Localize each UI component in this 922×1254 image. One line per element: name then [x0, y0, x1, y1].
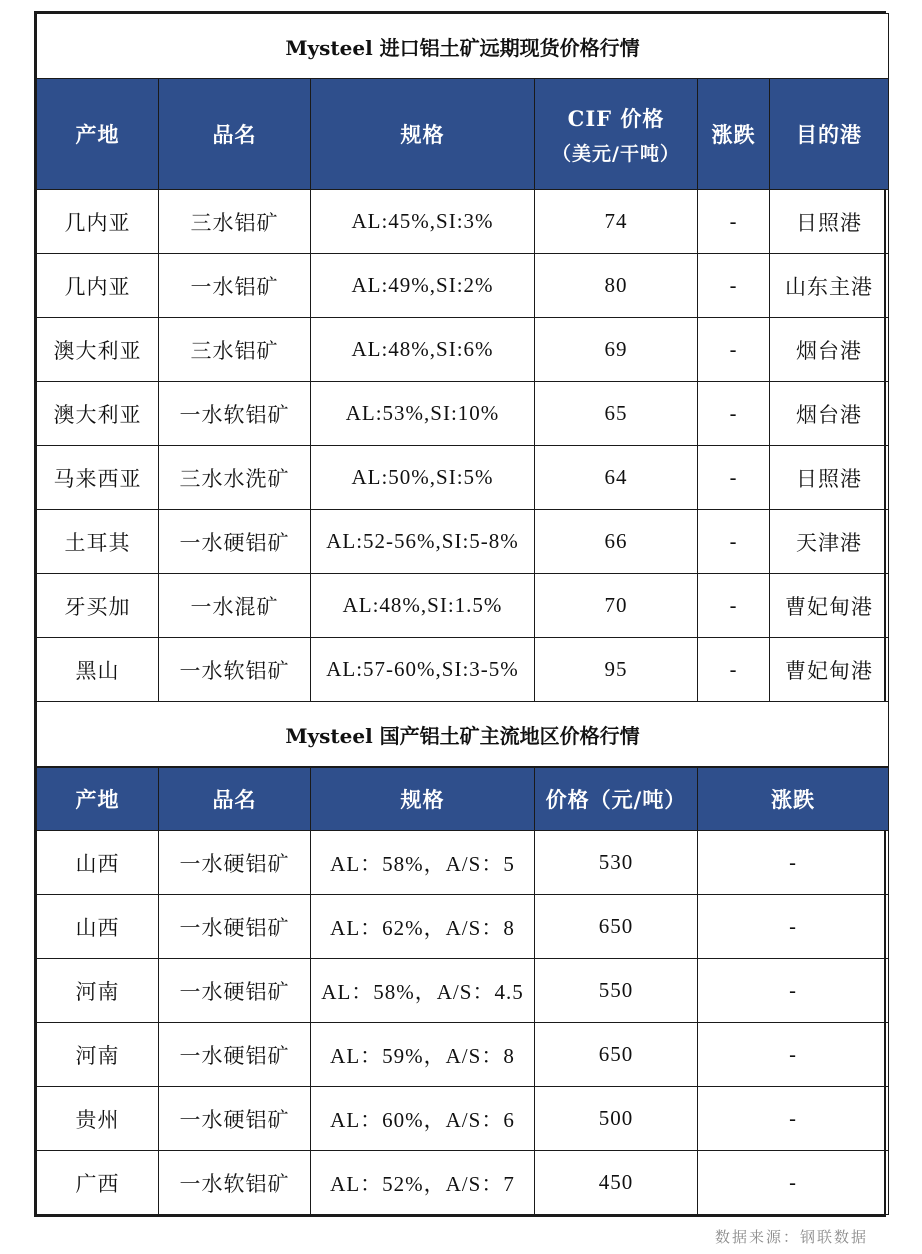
header-cif-price-unit: （美元/干吨） — [552, 142, 680, 165]
cell-price: 74 — [535, 190, 698, 254]
cell-change: - — [698, 1151, 889, 1215]
cell-origin: 澳大利亚 — [37, 318, 159, 382]
header-product: 品名 — [159, 79, 311, 190]
import-table-title: Mysteel 进口铝土矿远期现货价格行情 — [37, 14, 889, 79]
table-row — [37, 318, 889, 382]
cell-origin: 土耳其 — [37, 510, 159, 574]
cell-change: - — [698, 254, 770, 318]
cell-change: - — [698, 510, 770, 574]
domestic-price-table — [36, 767, 889, 1215]
cell-origin: 河南 — [37, 1023, 159, 1087]
cell-change: - — [698, 895, 889, 959]
cell-product: 一水硬铝矿 — [159, 895, 311, 959]
cell-port: 烟台港 — [770, 318, 889, 382]
cell-product: 一水软铝矿 — [159, 382, 311, 446]
cell-origin: 广西 — [37, 1151, 159, 1215]
cell-change: - — [698, 446, 770, 510]
cell-spec: AL：58%，A/S：5 — [311, 831, 535, 895]
cell-product: 一水铝矿 — [159, 254, 311, 318]
cell-spec: AL:48%,SI:6% — [311, 318, 535, 382]
cell-price: 550 — [535, 959, 698, 1023]
table-row — [37, 446, 889, 510]
cell-change: - — [698, 190, 770, 254]
cell-product: 一水硬铝矿 — [159, 831, 311, 895]
cell-origin: 几内亚 — [37, 190, 159, 254]
header-origin: 产地 — [37, 79, 159, 190]
cell-price: 66 — [535, 510, 698, 574]
cell-price: 70 — [535, 574, 698, 638]
cell-origin: 几内亚 — [37, 254, 159, 318]
table-row — [37, 574, 889, 638]
data-source-note: 数据来源：钢联数据 — [714, 1228, 868, 1246]
cell-origin: 黑山 — [37, 638, 159, 702]
domestic-header-row — [37, 768, 889, 831]
table-row — [37, 1087, 889, 1151]
cell-port: 烟台港 — [770, 382, 889, 446]
cell-change: - — [698, 1023, 889, 1087]
cell-spec: AL:49%,SI:2% — [311, 254, 535, 318]
domestic-table-title: Mysteel 国产铝土矿主流地区价格行情 — [37, 702, 889, 767]
cell-port: 日照港 — [770, 446, 889, 510]
cell-price: 530 — [535, 831, 698, 895]
cell-spec: AL：52%，A/S：7 — [311, 1151, 535, 1215]
header-product: 品名 — [159, 768, 311, 831]
cell-origin: 山西 — [37, 831, 159, 895]
cell-spec: AL：62%，A/S：8 — [311, 895, 535, 959]
import-price-table — [36, 13, 889, 767]
cell-price: 64 — [535, 446, 698, 510]
cell-product: 一水硬铝矿 — [159, 1023, 311, 1087]
table-row — [37, 382, 889, 446]
table-row — [37, 254, 889, 318]
header-origin: 产地 — [37, 768, 159, 831]
header-change: 涨跌 — [698, 79, 770, 190]
cell-spec: AL:57-60%,SI:3-5% — [311, 638, 535, 702]
cell-port: 曹妃甸港 — [770, 638, 889, 702]
table-row — [37, 510, 889, 574]
cell-spec: AL：60%，A/S：6 — [311, 1087, 535, 1151]
cell-price: 80 — [535, 254, 698, 318]
cell-port: 山东主港 — [770, 254, 889, 318]
cell-product: 一水硬铝矿 — [159, 1087, 311, 1151]
cell-price: 650 — [535, 1023, 698, 1087]
cell-change: - — [698, 318, 770, 382]
cell-origin: 牙买加 — [37, 574, 159, 638]
cell-change: - — [698, 959, 889, 1023]
price-sheet — [34, 11, 886, 1217]
header-cif-price-label: CIF 价格 — [567, 105, 665, 131]
cell-spec: AL:45%,SI:3% — [311, 190, 535, 254]
cell-price: 95 — [535, 638, 698, 702]
table-row — [37, 959, 889, 1023]
cell-port: 曹妃甸港 — [770, 574, 889, 638]
cell-origin: 贵州 — [37, 1087, 159, 1151]
cell-spec: AL:48%,SI:1.5% — [311, 574, 535, 638]
table-row — [37, 190, 889, 254]
import-header-row — [37, 79, 889, 190]
cell-change: - — [698, 574, 770, 638]
cell-origin: 马来西亚 — [37, 446, 159, 510]
cell-spec: AL:50%,SI:5% — [311, 446, 535, 510]
table-row — [37, 1023, 889, 1087]
cell-port: 日照港 — [770, 190, 889, 254]
cell-price: 69 — [535, 318, 698, 382]
cell-price: 65 — [535, 382, 698, 446]
cell-product: 三水铝矿 — [159, 190, 311, 254]
cell-product: 一水软铝矿 — [159, 638, 311, 702]
cell-product: 一水软铝矿 — [159, 1151, 311, 1215]
header-spec: 规格 — [311, 79, 535, 190]
cell-spec: AL：58%，A/S：4.5 — [311, 959, 535, 1023]
cell-spec: AL:52-56%,SI:5-8% — [311, 510, 535, 574]
cell-product: 一水硬铝矿 — [159, 959, 311, 1023]
cell-change: - — [698, 638, 770, 702]
cell-origin: 澳大利亚 — [37, 382, 159, 446]
header-change: 涨跌 — [698, 768, 889, 831]
header-port: 目的港 — [770, 79, 889, 190]
cell-spec: AL:53%,SI:10% — [311, 382, 535, 446]
cell-price: 450 — [535, 1151, 698, 1215]
cell-price: 650 — [535, 895, 698, 959]
header-price: 价格（元/吨） — [535, 768, 698, 831]
table-row — [37, 1151, 889, 1215]
cell-product: 一水混矿 — [159, 574, 311, 638]
cell-origin: 河南 — [37, 959, 159, 1023]
header-spec: 规格 — [311, 768, 535, 831]
header-cif-price — [535, 79, 698, 190]
cell-port: 天津港 — [770, 510, 889, 574]
cell-product: 一水硬铝矿 — [159, 510, 311, 574]
table-row — [37, 638, 889, 702]
cell-change: - — [698, 831, 889, 895]
cell-change: - — [698, 382, 770, 446]
cell-product: 三水铝矿 — [159, 318, 311, 382]
cell-spec: AL：59%，A/S：8 — [311, 1023, 535, 1087]
cell-price: 500 — [535, 1087, 698, 1151]
cell-origin: 山西 — [37, 895, 159, 959]
cell-change: - — [698, 1087, 889, 1151]
table-row — [37, 895, 889, 959]
table-row — [37, 831, 889, 895]
cell-product: 三水水洗矿 — [159, 446, 311, 510]
